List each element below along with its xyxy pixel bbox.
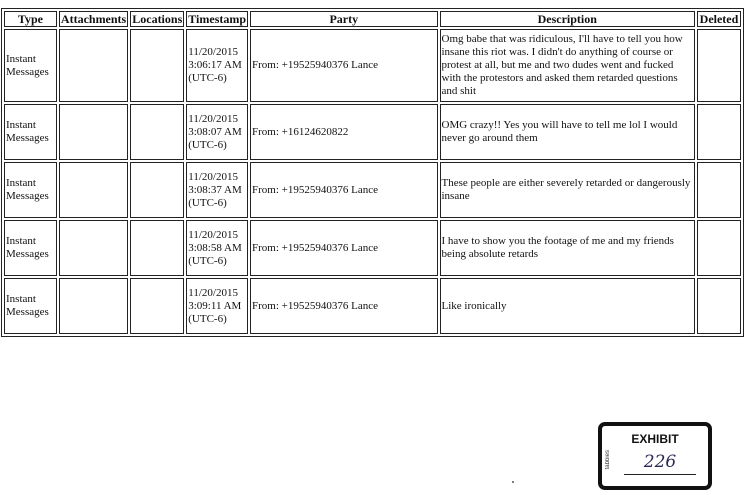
- cell-description: I have to show you the footage of me and my friends being absolute retards: [440, 220, 695, 276]
- cell-timestamp: 11/20/2015 3:08:58 AM (UTC-6): [186, 220, 248, 276]
- table-row: [4, 104, 741, 160]
- cell-locations: [130, 104, 184, 160]
- cell-locations: [130, 29, 184, 102]
- cell-type: Instant Messages: [4, 162, 57, 218]
- header-timestamp: Timestamp: [188, 12, 247, 26]
- cell-type: Instant Messages: [4, 104, 57, 160]
- table-row: [4, 162, 741, 218]
- message-log-table: [1, 8, 744, 337]
- cell-attachments: [59, 29, 128, 102]
- cell-deleted: [697, 278, 741, 334]
- cell-locations: [130, 162, 184, 218]
- cell-attachments: [59, 278, 128, 334]
- scan-speck: [512, 481, 514, 483]
- cell-timestamp: 11/20/2015 3:06:17 AM (UTC-6): [186, 29, 248, 102]
- cell-timestamp: 11/20/2015 3:08:07 AM (UTC-6): [186, 104, 248, 160]
- cell-locations: [130, 278, 184, 334]
- cell-deleted: [697, 220, 741, 276]
- cell-description: Omg babe that was ridiculous, I'll have to tell you how insane this riot was. I didn't do anything of course or protest at all, but me and two dudes went and fucked with the protestors and asked them retarded questions and shit: [440, 29, 695, 102]
- table-row: [4, 220, 741, 276]
- table-row: [4, 29, 741, 102]
- exhibit-brand: tabbies: [605, 450, 611, 470]
- cell-party: From: +19525940376 Lance: [250, 220, 437, 276]
- cell-deleted: [697, 104, 741, 160]
- table-header-row: [4, 11, 741, 27]
- header-attachments: Attachments: [60, 12, 127, 26]
- header-party: Party: [250, 11, 437, 27]
- cell-attachments: [59, 220, 128, 276]
- cell-type: Instant Messages: [4, 278, 57, 334]
- table-row: [4, 278, 741, 334]
- cell-party: From: +19525940376 Lance: [250, 278, 437, 334]
- cell-deleted: [697, 29, 741, 102]
- exhibit-sticker: [598, 422, 712, 490]
- cell-party: From: +19525940376 Lance: [250, 162, 437, 218]
- cell-party: From: +19525940376 Lance: [250, 29, 437, 102]
- header-locations: Locations: [132, 12, 183, 26]
- cell-attachments: [59, 162, 128, 218]
- cell-party: From: +16124620822: [250, 104, 437, 160]
- cell-type: Instant Messages: [4, 220, 57, 276]
- cell-timestamp: 11/20/2015 3:09:11 AM (UTC-6): [186, 278, 248, 334]
- cell-type: Instant Messages: [4, 29, 57, 102]
- cell-description: Like ironically: [440, 278, 695, 334]
- header-type: Type: [4, 11, 57, 27]
- exhibit-title: EXHIBIT: [631, 432, 679, 446]
- cell-locations: [130, 220, 184, 276]
- cell-description: These people are either severely retarded or dangerously insane: [440, 162, 695, 218]
- cell-timestamp: 11/20/2015 3:08:37 AM (UTC-6): [186, 162, 248, 218]
- header-description: Description: [440, 11, 695, 27]
- cell-attachments: [59, 104, 128, 160]
- cell-description: OMG crazy!! Yes you will have to tell me lol I would never go around them: [440, 104, 695, 160]
- header-deleted: Deleted: [697, 11, 741, 27]
- exhibit-number: 226: [624, 452, 696, 475]
- cell-deleted: [697, 162, 741, 218]
